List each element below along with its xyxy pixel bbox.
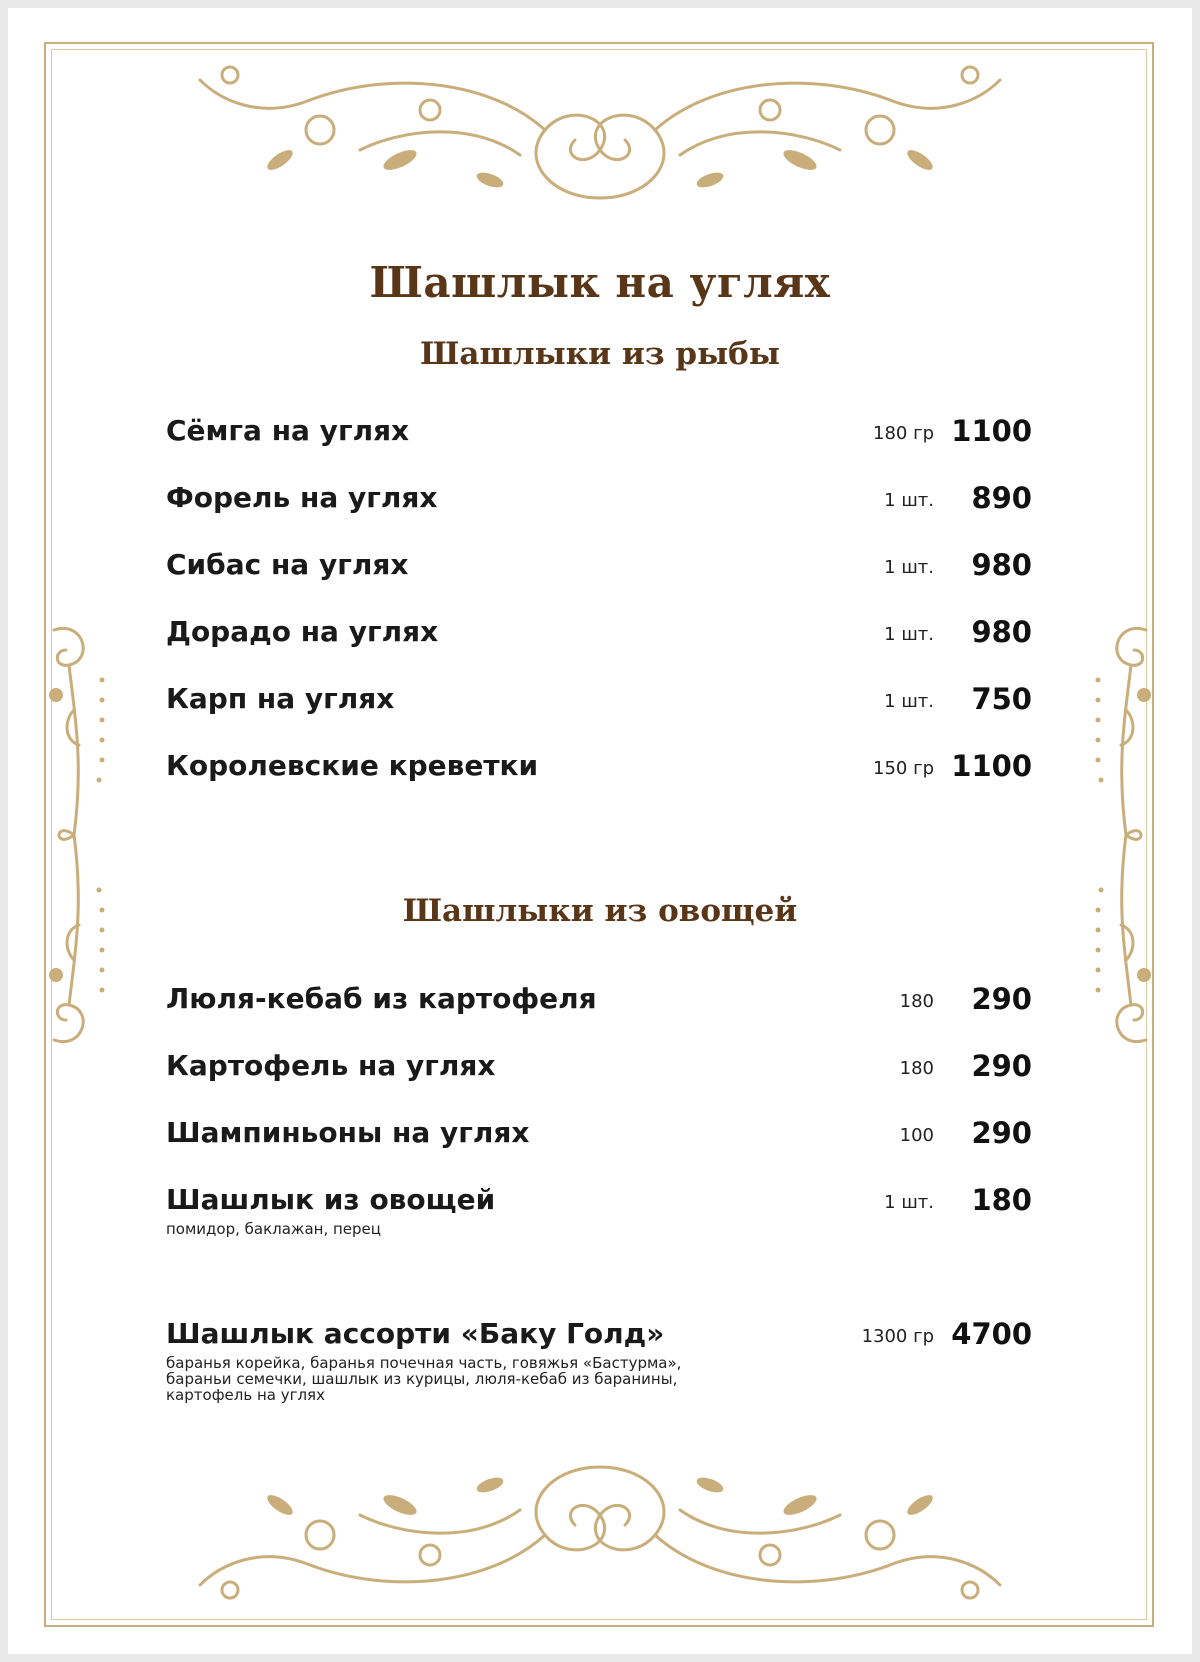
item-name: Шашлык ассорти «Баку Голд»	[166, 1317, 665, 1350]
item-price: 750	[971, 682, 1032, 716]
item-name: Форель на углях	[166, 481, 438, 514]
item-description: баранья корейка, баранья почечная часть, говяжья «Бастурма», бараньи семечки, шашлык из курицы, люля-кебаб из баранины, картофель на углях	[166, 1354, 682, 1404]
item-weight: 180	[899, 1058, 934, 1079]
item-price: 180	[971, 1183, 1032, 1217]
item-weight: 1300 гр	[861, 1326, 934, 1347]
item-name: Картофель на углях	[166, 1049, 496, 1082]
item-price: 290	[971, 982, 1032, 1016]
item-name: Сёмга на углях	[166, 414, 410, 447]
item-name: Дорадо на углях	[166, 615, 439, 648]
bottom-ornament	[190, 1455, 1010, 1605]
item-price: 1100	[951, 414, 1032, 448]
page-title: Шашлык на углях	[369, 258, 831, 307]
menu-item	[0, 982, 1200, 1042]
item-price: 890	[971, 481, 1032, 515]
menu-item	[0, 615, 1200, 675]
item-weight: 100	[899, 1125, 934, 1146]
item-price: 980	[971, 548, 1032, 582]
section-title-fish: Шашлыки из рыбы	[420, 336, 780, 372]
top-ornament	[190, 60, 1010, 210]
item-name: Шашлык из овощей	[166, 1183, 496, 1216]
menu-item	[0, 414, 1200, 474]
item-name: Королевские креветки	[166, 749, 539, 782]
item-weight: 180	[899, 991, 934, 1012]
item-price: 290	[971, 1116, 1032, 1150]
item-price: 4700	[951, 1317, 1032, 1351]
item-weight: 1 шт.	[884, 1192, 934, 1213]
item-weight: 1 шт.	[884, 490, 934, 511]
item-weight: 1 шт.	[884, 557, 934, 578]
item-name: Карп на углях	[166, 682, 395, 715]
menu-item	[0, 682, 1200, 742]
section-title-vegetables: Шашлыки из овощей	[402, 893, 798, 929]
item-price: 290	[971, 1049, 1032, 1083]
item-description: помидор, баклажан, перец	[166, 1220, 381, 1238]
menu-item	[0, 481, 1200, 541]
menu-item-assorti	[0, 1317, 1200, 1417]
menu-item	[0, 1049, 1200, 1109]
item-name: Сибас на углях	[166, 548, 409, 581]
menu-item	[0, 1116, 1200, 1176]
item-weight: 180 гр	[873, 423, 934, 444]
item-weight: 1 шт.	[884, 624, 934, 645]
menu-item	[0, 548, 1200, 608]
item-name: Шампиньоны на углях	[166, 1116, 530, 1149]
item-price: 980	[971, 615, 1032, 649]
item-price: 1100	[951, 749, 1032, 783]
menu-item	[0, 749, 1200, 809]
item-weight: 150 гр	[873, 758, 934, 779]
item-weight: 1 шт.	[884, 691, 934, 712]
item-name: Люля-кебаб из картофеля	[166, 982, 597, 1015]
menu-item	[0, 1183, 1200, 1243]
